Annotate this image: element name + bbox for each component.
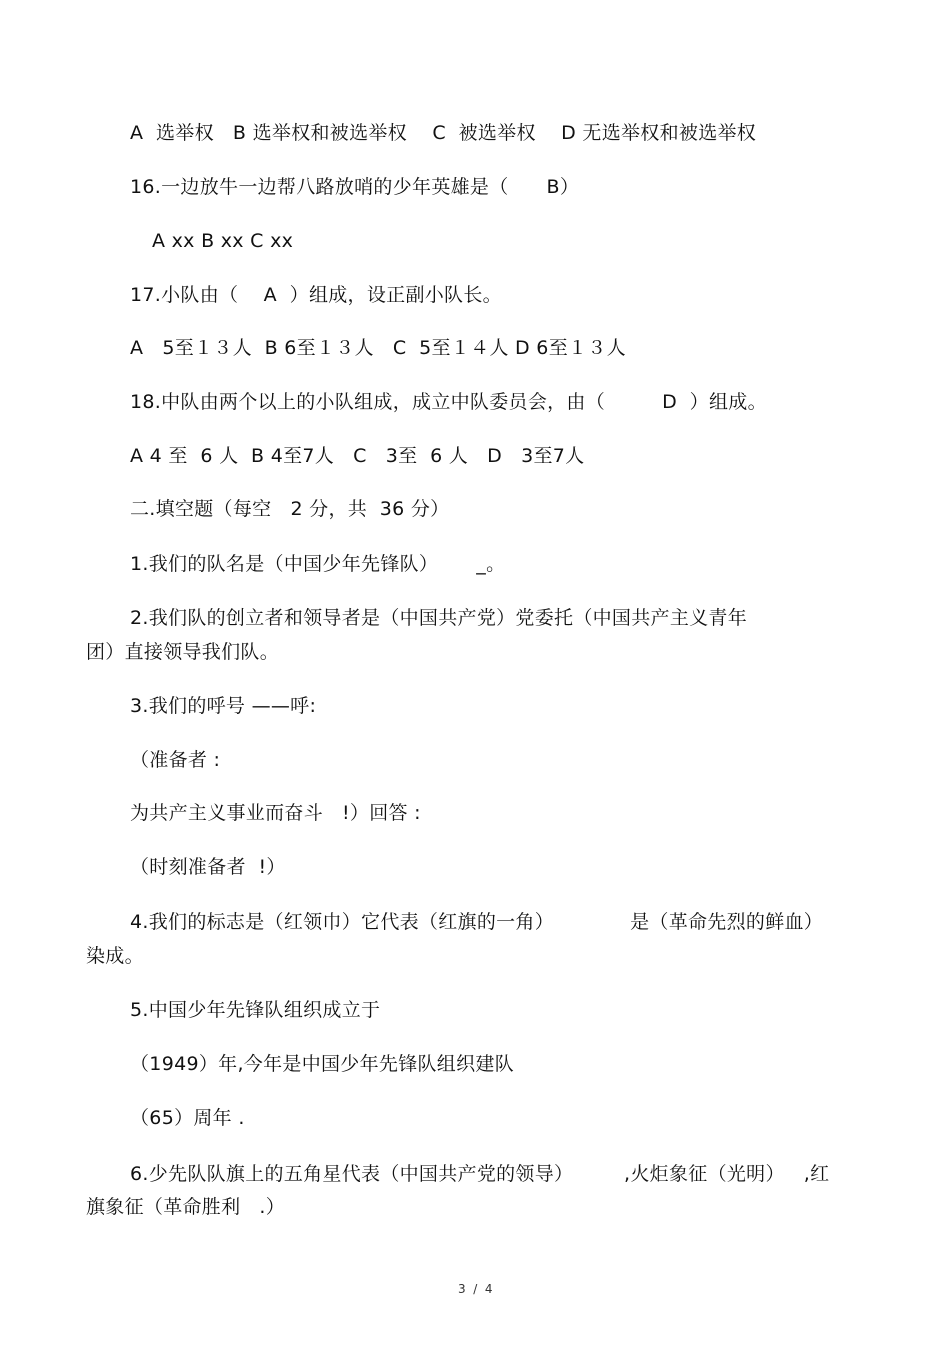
fill-4-line-2: 染成。	[86, 945, 144, 967]
fill-2-line-2: 团）直接领导我们队。	[86, 641, 280, 663]
fill-6-line-2: 旗象征（革命胜利 .）	[86, 1196, 286, 1218]
fill-5-anniversary: （65）周年 .	[130, 1107, 245, 1129]
fill-6-line-1: 6.少先队队旗上的五角星代表（中国共产党的领导） ,火炬象征（光明） ,红	[130, 1163, 830, 1185]
q15-options: A 选举权 B 选举权和被选举权 C 被选举权 D 无选举权和被选举权	[130, 122, 757, 144]
fill-3-slogan: 为共产主义事业而奋斗 !）回答 :	[130, 802, 421, 824]
fill-1: 1.我们的队名是（中国少年先锋队） _。	[130, 553, 506, 575]
fill-3: 3.我们的呼号 ——呼:	[130, 695, 317, 717]
q18-question: 18.中队由两个以上的小队组成，成立中队委员会，由（ D ）组成。	[130, 391, 767, 413]
fill-5-year: （1949）年,今年是中国少年先锋队组织建队	[130, 1053, 514, 1075]
fill-5: 5.中国少年先锋队组织成立于	[130, 999, 381, 1021]
section-heading: 二.填空题（每空 2 分，共 36 分）	[130, 498, 450, 520]
fill-3-answer: （时刻准备者 !）	[130, 856, 286, 878]
fill-4-line-1: 4.我们的标志是（红领巾）它代表（红旗的一角） 是（革命先烈的鲜血）	[130, 911, 824, 933]
q18-options: A 4 至 6 人 B 4至7人 C 3至 6 人 D 3至7人	[130, 445, 585, 467]
q17-question: 17.小队由（ A ）组成，设正副小队长。	[130, 284, 502, 306]
q17-options: A 5至１３人 B 6至１３人 C 5至１４人 D 6至１３人	[130, 337, 626, 359]
q16-question: 16.一边放牛一边帮八路放哨的少年英雄是（ B）	[130, 176, 580, 198]
q16-options: A xx B xx C xx	[152, 230, 294, 252]
fill-2-line-1: 2.我们队的创立者和领导者是（中国共产党）党委托（中国共产主义青年	[130, 607, 748, 629]
fill-3-call: （准备者 :	[130, 749, 221, 771]
page-number: 3 / 4	[458, 1282, 493, 1296]
